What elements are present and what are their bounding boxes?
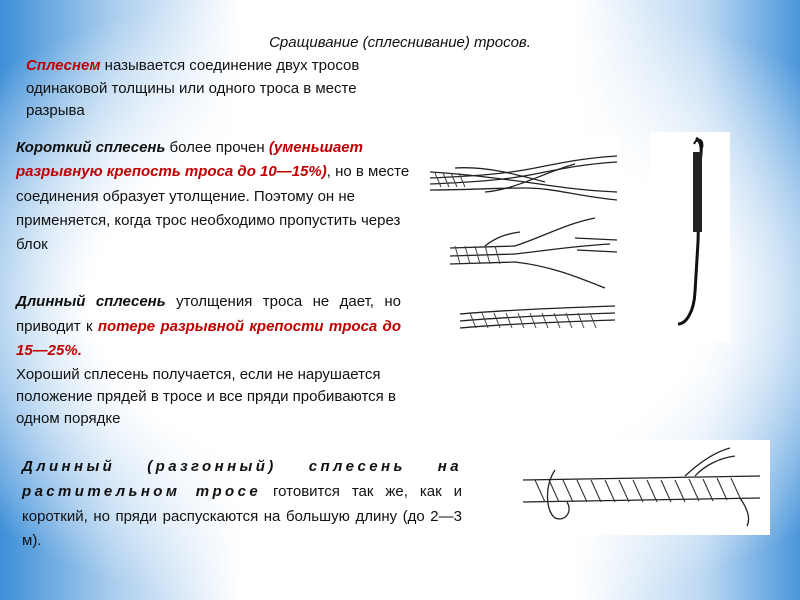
- intro-text: называется соединение двух тросов одинаковой толщины или одного троса в месте разрыва: [26, 57, 360, 119]
- short-splice-red: (уменьшает разрывную крепость троса до 10—15%): [16, 139, 363, 181]
- short-splice-paragraph: [16, 136, 411, 257]
- long-splice-text2: Хороший сплесень получается, если не нарушается положение прядей в тросе и все пряди пробиваются в одном порядке: [16, 365, 396, 427]
- intro-term: Сплеснем: [26, 57, 101, 74]
- marlinspike-illustration: [650, 132, 730, 342]
- short-splice-text1: более прочен: [165, 139, 269, 156]
- long-plant-term1: Длинный (разгонный) сплесень на: [22, 458, 462, 475]
- long-splice-red: потере разрывной крепости троса до 15—25%.: [16, 317, 401, 359]
- short-splice-text2: , но в месте соединения образует утолщение. Поэтому он не применяется, когда трос необходимо пропустить через блок: [16, 163, 410, 254]
- splice-illustration: [425, 138, 620, 345]
- long-plant-text: готовится так же, как и короткий, но пряди распускаются на большую длину (до 2—3 м).: [22, 482, 462, 550]
- page-title: Сращивание (сплеснивание) тросов.: [269, 34, 531, 51]
- long-plant-term2: растительном тросе: [22, 482, 262, 500]
- long-splice-paragraph: [16, 290, 401, 430]
- long-splice-illustration: [515, 440, 770, 535]
- long-plant-paragraph: [22, 455, 462, 554]
- long-splice-text1: утолщения троса не дает, но приводит к: [16, 293, 401, 335]
- intro-paragraph: [26, 55, 366, 123]
- short-splice-term: Короткий сплесень: [16, 139, 166, 156]
- long-splice-term: Длинный сплесень: [16, 293, 166, 310]
